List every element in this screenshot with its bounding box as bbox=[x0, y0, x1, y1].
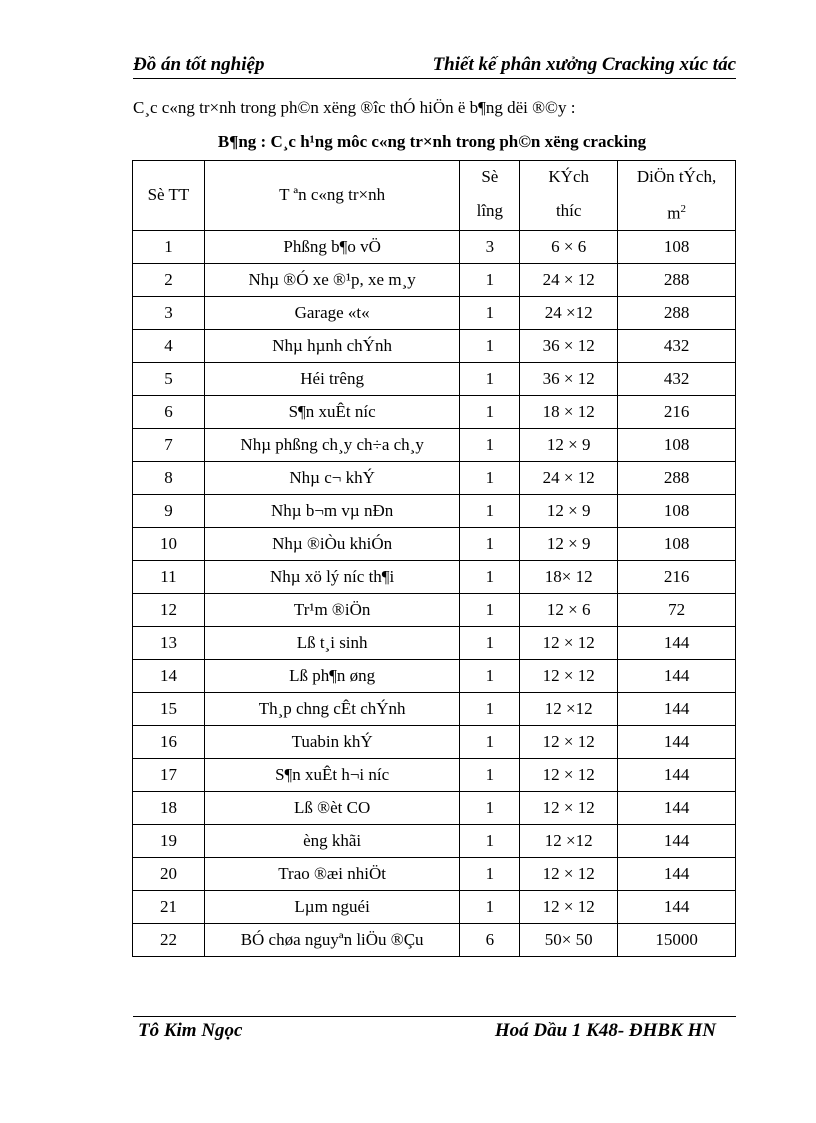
cell-name: Nhµ hµnh chÝnh bbox=[204, 329, 460, 362]
cell-size: 12 ×12 bbox=[520, 824, 618, 857]
cell-name: Nhµ xö lý níc th¶i bbox=[204, 560, 460, 593]
cell-size: 12 × 12 bbox=[520, 659, 618, 692]
table-row bbox=[133, 395, 736, 428]
cell-size: 12 × 12 bbox=[520, 758, 618, 791]
cell-no: 20 bbox=[133, 857, 205, 890]
cell-no: 21 bbox=[133, 890, 205, 923]
cell-area: 144 bbox=[618, 758, 736, 791]
cell-count: 6 bbox=[460, 923, 520, 956]
cell-area: 144 bbox=[618, 791, 736, 824]
cell-no: 5 bbox=[133, 362, 205, 395]
cell-size: 24 × 12 bbox=[520, 461, 618, 494]
cell-name: Tr¹m ®iÖn bbox=[204, 593, 460, 626]
cell-name: Héi trêng bbox=[204, 362, 460, 395]
cell-name: Nhµ phßng ch¸y ch÷a ch¸y bbox=[204, 428, 460, 461]
cell-size: 12 × 6 bbox=[520, 593, 618, 626]
intro-text: C¸c c«ng tr×nh trong ph©n xëng ®îc thÓ hiÖn ë b¶ng dëi ®©y : bbox=[133, 98, 576, 117]
header-name: T ªn c«ng tr×nh bbox=[204, 161, 460, 231]
cell-count: 1 bbox=[460, 758, 520, 791]
cell-count: 1 bbox=[460, 890, 520, 923]
header-divider bbox=[133, 78, 736, 79]
cell-size: 12 × 12 bbox=[520, 890, 618, 923]
footer-divider bbox=[133, 1016, 736, 1017]
cell-name: BÓ chøa nguyªn liÖu ®Çu bbox=[204, 923, 460, 956]
header-count-bottom: lîng bbox=[460, 193, 520, 230]
cell-count: 1 bbox=[460, 725, 520, 758]
cell-no: 2 bbox=[133, 263, 205, 296]
cell-area: 108 bbox=[618, 494, 736, 527]
cell-no: 19 bbox=[133, 824, 205, 857]
table-row bbox=[133, 230, 736, 263]
cell-size: 12 × 12 bbox=[520, 725, 618, 758]
facilities-table bbox=[132, 160, 736, 957]
table-row bbox=[133, 725, 736, 758]
header-size-bottom: thíc bbox=[520, 193, 618, 230]
cell-count: 1 bbox=[460, 593, 520, 626]
cell-area: 72 bbox=[618, 593, 736, 626]
table-row bbox=[133, 362, 736, 395]
table-row bbox=[133, 857, 736, 890]
cell-name: Lµm nguéi bbox=[204, 890, 460, 923]
cell-name: Nhµ c¬ khÝ bbox=[204, 461, 460, 494]
table-body bbox=[133, 230, 736, 956]
cell-size: 12 × 12 bbox=[520, 626, 618, 659]
cell-size: 18 × 12 bbox=[520, 395, 618, 428]
cell-no: 22 bbox=[133, 923, 205, 956]
table-row bbox=[133, 527, 736, 560]
cell-no: 15 bbox=[133, 692, 205, 725]
cell-area: 432 bbox=[618, 362, 736, 395]
cell-no: 13 bbox=[133, 626, 205, 659]
table-row bbox=[133, 758, 736, 791]
cell-count: 3 bbox=[460, 230, 520, 263]
cell-count: 1 bbox=[460, 857, 520, 890]
cell-area: 432 bbox=[618, 329, 736, 362]
header-left-title: Đồ án tốt nghiệp bbox=[133, 54, 265, 75]
cell-area: 108 bbox=[618, 230, 736, 263]
cell-area: 144 bbox=[618, 725, 736, 758]
cell-no: 6 bbox=[133, 395, 205, 428]
cell-count: 1 bbox=[460, 692, 520, 725]
cell-area: 144 bbox=[618, 659, 736, 692]
cell-no: 18 bbox=[133, 791, 205, 824]
table-row bbox=[133, 791, 736, 824]
cell-no: 11 bbox=[133, 560, 205, 593]
cell-size: 12 × 9 bbox=[520, 494, 618, 527]
area-unit: m bbox=[667, 203, 681, 223]
header-size-top: KÝch bbox=[520, 161, 618, 194]
cell-area: 288 bbox=[618, 263, 736, 296]
cell-area: 144 bbox=[618, 824, 736, 857]
footer-author: Tô Kim Ngọc bbox=[138, 1020, 243, 1041]
cell-area: 144 bbox=[618, 626, 736, 659]
cell-size: 12 × 9 bbox=[520, 428, 618, 461]
header-count-top: Sè bbox=[460, 161, 520, 194]
cell-name: S¶n xuÊt h¬i níc bbox=[204, 758, 460, 791]
cell-area: 288 bbox=[618, 461, 736, 494]
table-row bbox=[133, 692, 736, 725]
cell-size: 6 × 6 bbox=[520, 230, 618, 263]
cell-no: 12 bbox=[133, 593, 205, 626]
cell-count: 1 bbox=[460, 263, 520, 296]
table-row bbox=[133, 494, 736, 527]
cell-count: 1 bbox=[460, 395, 520, 428]
cell-size: 24 × 12 bbox=[520, 263, 618, 296]
cell-no: 14 bbox=[133, 659, 205, 692]
cell-no: 8 bbox=[133, 461, 205, 494]
table-row bbox=[133, 923, 736, 956]
cell-area: 108 bbox=[618, 527, 736, 560]
cell-name: Lß ®èt CO bbox=[204, 791, 460, 824]
cell-no: 17 bbox=[133, 758, 205, 791]
cell-size: 12 × 9 bbox=[520, 527, 618, 560]
cell-count: 1 bbox=[460, 626, 520, 659]
cell-count: 1 bbox=[460, 560, 520, 593]
cell-count: 1 bbox=[460, 791, 520, 824]
table-header-row bbox=[133, 161, 736, 194]
cell-size: 50× 50 bbox=[520, 923, 618, 956]
header-no: Sè TT bbox=[133, 161, 205, 231]
table-row bbox=[133, 461, 736, 494]
footer-class: Hoá Dầu 1 K48- ĐHBK HN bbox=[494, 1020, 716, 1041]
cell-area: 144 bbox=[618, 890, 736, 923]
cell-name: S¶n xuÊt níc bbox=[204, 395, 460, 428]
table-row bbox=[133, 626, 736, 659]
cell-count: 1 bbox=[460, 824, 520, 857]
cell-area: 144 bbox=[618, 692, 736, 725]
cell-count: 1 bbox=[460, 329, 520, 362]
cell-no: 10 bbox=[133, 527, 205, 560]
cell-name: Lß t¸i sinh bbox=[204, 626, 460, 659]
cell-area: 108 bbox=[618, 428, 736, 461]
cell-count: 1 bbox=[460, 296, 520, 329]
cell-size: 18× 12 bbox=[520, 560, 618, 593]
cell-area: 216 bbox=[618, 560, 736, 593]
header-area-unit bbox=[618, 193, 736, 230]
cell-count: 1 bbox=[460, 527, 520, 560]
table-row bbox=[133, 329, 736, 362]
cell-no: 3 bbox=[133, 296, 205, 329]
cell-name: Th¸p chng cÊt chÝnh bbox=[204, 692, 460, 725]
cell-area: 15000 bbox=[618, 923, 736, 956]
cell-count: 1 bbox=[460, 461, 520, 494]
cell-no: 9 bbox=[133, 494, 205, 527]
cell-size: 12 ×12 bbox=[520, 692, 618, 725]
cell-no: 7 bbox=[133, 428, 205, 461]
table-row bbox=[133, 428, 736, 461]
cell-area: 216 bbox=[618, 395, 736, 428]
cell-size: 36 × 12 bbox=[520, 362, 618, 395]
cell-name: èng khãi bbox=[204, 824, 460, 857]
cell-name: Nhµ ®Ó xe ®¹p, xe m¸y bbox=[204, 263, 460, 296]
header-area-top: DiÖn tÝch, bbox=[618, 161, 736, 194]
page-header bbox=[133, 52, 736, 80]
cell-name: Nhµ ®iÒu khiÓn bbox=[204, 527, 460, 560]
table-row bbox=[133, 659, 736, 692]
table-row bbox=[133, 593, 736, 626]
cell-count: 1 bbox=[460, 362, 520, 395]
header-right-title: Thiết kế phân xưởng Cracking xúc tác bbox=[432, 54, 736, 75]
cell-count: 1 bbox=[460, 659, 520, 692]
cell-name: Lß ph¶n øng bbox=[204, 659, 460, 692]
cell-size: 12 × 12 bbox=[520, 857, 618, 890]
cell-size: 36 × 12 bbox=[520, 329, 618, 362]
cell-name: Garage «t« bbox=[204, 296, 460, 329]
cell-name: Trao ®æi nhiÖt bbox=[204, 857, 460, 890]
cell-name: Tuabin khÝ bbox=[204, 725, 460, 758]
cell-count: 1 bbox=[460, 494, 520, 527]
cell-no: 4 bbox=[133, 329, 205, 362]
cell-size: 24 ×12 bbox=[520, 296, 618, 329]
table-row bbox=[133, 560, 736, 593]
cell-size: 12 × 12 bbox=[520, 791, 618, 824]
table-row bbox=[133, 296, 736, 329]
cell-name: Nhµ b¬m vµ nÐn bbox=[204, 494, 460, 527]
table-caption: B¶ng : C¸c h¹ng môc c«ng tr×nh trong ph©n xëng cracking bbox=[217, 132, 647, 151]
cell-no: 1 bbox=[133, 230, 205, 263]
cell-area: 144 bbox=[618, 857, 736, 890]
table-row bbox=[133, 824, 736, 857]
area-unit-exponent: 2 bbox=[680, 203, 686, 215]
cell-area: 288 bbox=[618, 296, 736, 329]
cell-no: 16 bbox=[133, 725, 205, 758]
cell-name: Phßng b¶o vÖ bbox=[204, 230, 460, 263]
cell-count: 1 bbox=[460, 428, 520, 461]
table-row bbox=[133, 263, 736, 296]
table-row bbox=[133, 890, 736, 923]
